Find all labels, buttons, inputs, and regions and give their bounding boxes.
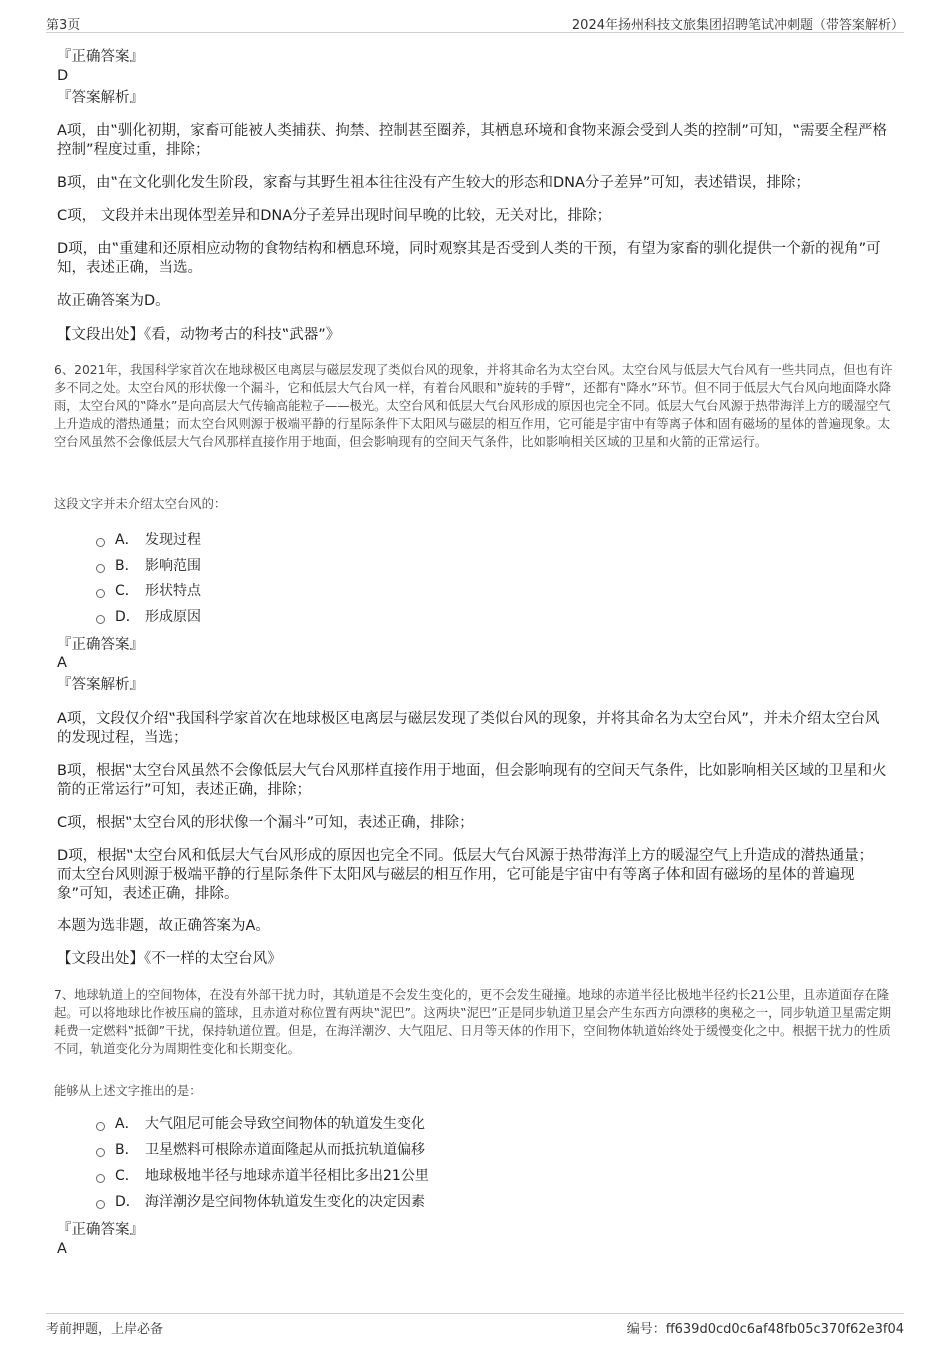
radio-icon[interactable] <box>96 589 105 598</box>
page-footer <box>46 1313 904 1336</box>
document-title: 2024年扬州科技文旅集团招聘笔试冲刺题（带答案解析） <box>571 18 904 33</box>
answer-value: A <box>57 1241 67 1257</box>
q7-option-c[interactable]: C． 地球极地半径与地球赤道半径相比多出21公里 <box>96 1166 429 1186</box>
radio-icon[interactable] <box>96 615 105 624</box>
question-6-stem: 这段文字并未介绍太空台风的： <box>54 497 227 511</box>
radio-icon[interactable] <box>96 564 105 573</box>
analysis-label: 『答案解析』 <box>57 90 144 106</box>
analysis-a: A项，由‟驯化初期，家畜可能被人类捕获、拘禁、控制甚至圈养，其栖息环境和食物来源会受到人类的控制”可知，‟需要全程严格控制”程度过重，排除； <box>57 123 887 158</box>
answer-value: D <box>57 68 69 84</box>
footer-serial: 编号：ff639d0cd0c6af48fb05c370f62e3f04 <box>626 1322 904 1337</box>
analysis-label: 『答案解析』 <box>57 677 144 693</box>
answer-label: 『正确答案』 <box>57 49 144 65</box>
footer-slogan: 考前押题，上岸必备 <box>46 1322 164 1337</box>
analysis-d: D项，根据‟太空台风和低层大气台风形成的原因也完全不同。低层大气台风源于热带海洋上方的暖湿空气上升造成的潜热通量；而太空台风则源于极端平静的行星际条件下太阳风与磁层的相互作用，它可能是宇宙中有等离子体和固有磁场的星体的普遍现象”可知，表述正确，排除。 <box>57 848 874 902</box>
radio-icon[interactable] <box>96 538 105 547</box>
analysis-d: D项，由‟重建和还原相应动物的食物结构和栖息环境，同时观察其是否受到人类的干预，有望为家畜的驯化提供一个新的视角”可知，表述正确，当选。 <box>57 241 881 276</box>
q6-option-b[interactable]: B． 影响范围 <box>96 556 201 576</box>
q6-option-a[interactable]: A． 发现过程 <box>96 530 201 550</box>
radio-icon[interactable] <box>96 1174 105 1183</box>
page-number: 第3页 <box>46 18 81 33</box>
analysis-c: C项， 文段并未出现体型差异和DNA分子差异出现时间早晚的比较，无关对比，排除； <box>57 208 612 224</box>
radio-icon[interactable] <box>96 1200 105 1209</box>
radio-icon[interactable] <box>96 1148 105 1157</box>
q7-option-d[interactable]: D． 海洋潮汐是空间物体轨道发生变化的决定因素 <box>96 1192 425 1212</box>
analysis-b: B项，由‟在文化驯化发生阶段，家畜与其野生祖本往往没有产生较大的形态和DNA分子差异”可知，表述错误，排除； <box>57 175 810 191</box>
passage-source: 【文段出处】《不一样的太空台风》 <box>57 951 282 967</box>
q7-option-a[interactable]: A． 大气阻尼可能会导致空间物体的轨道发生变化 <box>96 1114 425 1134</box>
question-7-stem: 能够从上述文字推出的是： <box>54 1084 202 1098</box>
answer-label: 『正确答案』 <box>57 1222 144 1238</box>
analysis-b: B项，根据‟太空台风虽然不会像低层大气台风那样直接作用于地面，但会影响现有的空间天气条件，比如影响相关区域的卫星和火箭的正常运行”可知，表述正确，排除； <box>57 763 887 798</box>
question-7-passage: 7、地球轨道上的空间物体，在没有外部干扰力时，其轨道是不会发生变化的，更不会发生碰撞。地球的赤道半径比极地半径约长21公里，且赤道面存在隆起。可以将地球比作被压扁的篮球，且赤道对称位置有两块‟泥巴”。这两块‟泥巴”正是同步轨道卫星会产生东西方向漂移的奥秘之一，同步轨道卫星需定期耗费一定燃料‟抵御”干扰，保持轨道位置。但是，在海洋潮汐、大气阻尼、日月等天体的作用下，空间物体轨道始终处于缓慢变化之中。根据干扰力的性质不同，轨道变化分为周期性变化和长期变化。 <box>54 988 892 1056</box>
radio-icon[interactable] <box>96 1122 105 1131</box>
analysis-conclusion: 故正确答案为D。 <box>57 293 170 309</box>
page-header <box>46 10 904 33</box>
answer-label: 『正确答案』 <box>57 637 144 653</box>
analysis-c: C项，根据‟太空台风的形状像一个漏斗”可知，表述正确，排除； <box>57 815 474 831</box>
q6-option-c[interactable]: C． 形状特点 <box>96 581 201 601</box>
q6-option-d[interactable]: D． 形成原因 <box>96 607 201 627</box>
analysis-conclusion: 本题为选非题，故正确答案为A。 <box>57 918 270 934</box>
question-6-passage: 6、2021年，我国科学家首次在地球极区电离层与磁层发现了类似台风的现象，并将其命名为太空台风。太空台风与低层大气台风有一些共同点，但也有许多不同之处。太空台风的形状像一个漏斗，它和低层大气台风一样，有着台风眼和‟旋转的手臂”，还都有‟降水”环节。但不同于低层大气台风向地面降水降雨，太空台风的‟降水”是向高层大气传输高能粒子——极光。太空台风和低层大气台风形成的原因也完全不同。低层大气台风源于热带海洋上方的暖湿空气上升造成的潜热通量；而太空台风则源于极端平静的行星际条件下太阳风与磁层的相互作用，它可能是宇宙中有等离子体和固有磁场的星体的普遍现象。太空台风虽然不会像低层大气台风那样直接作用于地面，但会影响现有的空间天气条件，比如影响相关区域的卫星和火箭的正常运行。 <box>54 363 893 449</box>
answer-value: A <box>57 655 67 671</box>
passage-source: 【文段出处】《看，动物考古的科技‟武器”》 <box>57 327 341 343</box>
analysis-a: A项，文段仅介绍‟我国科学家首次在地球极区电离层与磁层发现了类似台风的现象，并将其命名为太空台风”，并未介绍太空台风的发现过程，当选； <box>57 711 880 746</box>
q7-option-b[interactable]: B． 卫星燃料可根除赤道面隆起从而抵抗轨道偏移 <box>96 1140 425 1160</box>
